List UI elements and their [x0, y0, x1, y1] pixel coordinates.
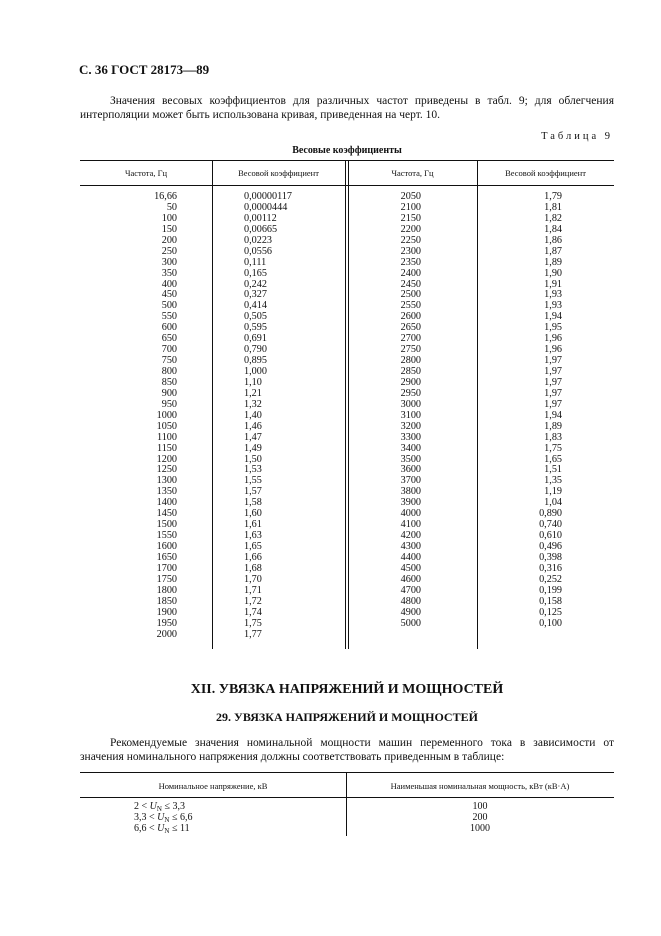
coefficient-cell: 1,71 — [244, 584, 262, 596]
coefficient-cell: 0,125 — [539, 606, 562, 618]
coefficient-cell: 0,165 — [244, 267, 267, 279]
double-column-divider — [345, 160, 349, 649]
frequency-cell: 4900 — [400, 606, 421, 618]
frequency-cell: 700 — [161, 344, 177, 356]
frequency-cell: 1850 — [156, 595, 177, 607]
frequency-cell: 4600 — [400, 573, 421, 585]
coefficient-cell: 1,55 — [244, 475, 262, 487]
header-coefficient-right: Весовой коэффициент — [505, 168, 586, 178]
coefficient-cell: 1,87 — [544, 245, 562, 257]
frequency-cell: 600 — [161, 322, 177, 334]
range-low: 3,3 — [134, 812, 147, 823]
coefficient-cell: 1,94 — [544, 409, 562, 421]
frequency-cell: 16,66 — [154, 191, 177, 202]
coefficient-cell: 0,0556 — [244, 245, 273, 257]
operator: < — [146, 812, 158, 823]
coefficient-cell: 1,90 — [544, 267, 562, 279]
table2-header-rule — [80, 797, 614, 798]
frequency-cell: 2400 — [400, 267, 421, 279]
coefficient-cell: 0,790 — [244, 344, 267, 356]
range-high: 6,6 — [179, 812, 193, 823]
coefficient-cell: 0,242 — [244, 278, 267, 290]
range-high: 3,3 — [172, 801, 185, 812]
coefficient-cell: 0,0223 — [244, 234, 273, 246]
frequency-cell: 2100 — [400, 201, 421, 213]
coefficient-cell: 1,000 — [244, 366, 267, 377]
frequency-cell: 4200 — [400, 530, 421, 542]
coefficient-cell: 1,58 — [244, 497, 262, 509]
frequency-cell: 1600 — [156, 541, 177, 552]
frequency-cell: 2650 — [400, 322, 421, 334]
frequency-cell: 200 — [161, 234, 177, 246]
frequency-cell: 2250 — [400, 234, 421, 246]
coefficient-cell: 1,89 — [544, 256, 562, 268]
coefficient-cell: 0,111 — [244, 256, 267, 268]
frequency-cell: 5000 — [400, 617, 421, 629]
coefficient-cell: 1,74 — [244, 606, 262, 618]
coefficient-cell: 1,65 — [544, 453, 562, 465]
operator: < — [146, 823, 158, 834]
frequency-cell: 1800 — [156, 584, 177, 596]
coefficient-cell: 1,93 — [544, 289, 562, 301]
coefficient-cell: 0,0000444 — [244, 201, 288, 213]
coefficient-cell: 0,895 — [244, 355, 267, 367]
coefficient-cell: 1,63 — [244, 530, 262, 542]
frequency-cell: 1000 — [156, 409, 177, 421]
frequency-cell: 3300 — [400, 431, 421, 443]
frequency-cell: 250 — [161, 245, 177, 257]
range-low: 6,6 — [134, 823, 147, 834]
coefficient-cell: 1,79 — [544, 191, 562, 202]
table-number-label: Таблица 9 — [541, 131, 613, 142]
coefficient-cell: 1,93 — [544, 300, 562, 312]
voltage-subscript: N — [164, 827, 170, 835]
frequency-cell: 3400 — [400, 442, 421, 454]
coefficient-cell: 0,199 — [539, 584, 562, 596]
voltage-symbol: U — [157, 812, 165, 823]
frequency-cell: 1650 — [156, 551, 177, 563]
power-cell: 100 — [472, 801, 488, 812]
coefficient-cell: 1,35 — [544, 475, 562, 487]
voltage-subscript: N — [164, 816, 170, 824]
frequency-cell: 1500 — [156, 519, 177, 531]
frequency-cell: 3800 — [400, 486, 421, 498]
coefficient-cell: 0,890 — [539, 508, 562, 520]
operator: ≤ — [161, 801, 173, 812]
frequency-cell: 1750 — [156, 573, 177, 585]
coefficient-cell: 1,84 — [544, 223, 562, 235]
coefficient-cell: 1,83 — [544, 431, 562, 443]
coefficient-cell: 1,65 — [244, 541, 262, 552]
range-high: 11 — [179, 823, 190, 834]
intro-paragraph: Значения весовых коэффициентов для различных частот приведены в табл. 9; для облегчения интерполяции может быть использована кривая, приведенная на черт. 10. — [80, 95, 614, 121]
coefficient-cell: 0,740 — [539, 519, 562, 531]
voltage-subscript: N — [156, 805, 162, 813]
coefficient-cell: 1,66 — [244, 551, 262, 563]
frequency-cell: 800 — [161, 366, 177, 377]
frequency-cell: 3900 — [400, 497, 421, 509]
coefficient-cell: 1,47 — [244, 431, 262, 443]
frequency-cell: 2850 — [400, 366, 421, 377]
coefficient-cell: 1,70 — [244, 573, 262, 585]
coefficient-cell: 0,327 — [244, 289, 267, 301]
coefficient-cell: 0,00112 — [244, 212, 277, 224]
coefficient-cell: 1,75 — [544, 442, 562, 454]
frequency-cell: 100 — [161, 212, 177, 224]
coefficient-cell: 0,595 — [244, 322, 267, 334]
coefficient-cell: 0,691 — [244, 333, 267, 345]
coefficient-cell: 0,00665 — [244, 223, 278, 235]
coefficient-cell: 1,57 — [244, 486, 262, 498]
coefficient-cell: 0,158 — [539, 595, 562, 607]
coefficient-cell: 0,252 — [539, 573, 562, 585]
coefficient-cell: 1,89 — [544, 420, 562, 432]
power-cell: 1000 — [470, 823, 490, 834]
operator: ≤ — [169, 823, 180, 834]
column-divider — [477, 160, 478, 649]
frequency-cell: 3500 — [400, 453, 421, 465]
coefficient-cell: 0,610 — [539, 530, 562, 542]
frequency-cell: 1700 — [156, 562, 177, 574]
coefficient-cell: 1,46 — [244, 420, 262, 432]
right-frequency-column — [365, 192, 421, 630]
coefficient-cell: 0,00000117 — [244, 191, 293, 202]
coefficient-cell: 1,60 — [244, 508, 262, 520]
frequency-cell: 150 — [161, 223, 177, 235]
frequency-cell: 50 — [166, 201, 177, 213]
frequency-cell: 1350 — [156, 486, 177, 498]
frequency-cell: 4500 — [400, 562, 421, 574]
frequency-cell: 1950 — [156, 617, 177, 629]
frequency-cell: 2300 — [400, 245, 421, 257]
section-heading: XII. УВЯЗКА НАПРЯЖЕНИЙ И МОЩНОСТЕЙ — [190, 682, 504, 697]
coefficient-cell: 1,81 — [544, 201, 562, 213]
table-caption: Весовые коэффициенты — [292, 145, 402, 156]
coefficient-cell: 1,53 — [244, 464, 262, 476]
frequency-cell: 1150 — [157, 442, 177, 454]
operator: ≤ — [169, 812, 180, 823]
voltage-symbol: U — [149, 801, 157, 812]
column-divider — [212, 160, 213, 649]
coefficient-cell: 1,10 — [244, 376, 262, 388]
coefficient-cell: 1,75 — [244, 617, 262, 629]
coefficient-cell: 1,61 — [244, 519, 262, 531]
frequency-cell: 2550 — [400, 300, 421, 312]
frequency-cell: 4000 — [400, 508, 421, 520]
coefficient-cell: 1,32 — [244, 398, 262, 410]
coefficient-cell: 0,496 — [539, 541, 562, 552]
frequency-cell: 1300 — [156, 475, 177, 487]
left-frequency-column — [135, 192, 177, 640]
header-minimum-power: Наименьшая номинальная мощность, кВт (кВ·А) — [390, 781, 570, 791]
coefficient-cell: 1,68 — [244, 562, 262, 574]
frequency-cell: 3000 — [400, 398, 421, 410]
coefficient-cell: 1,95 — [544, 322, 562, 334]
coefficient-cell: 1,97 — [544, 355, 562, 367]
coefficient-cell: 1,72 — [244, 595, 262, 607]
coefficient-cell: 0,414 — [244, 300, 267, 312]
frequency-cell: 1100 — [157, 431, 177, 443]
frequency-cell: 4700 — [400, 584, 421, 596]
frequency-cell: 350 — [161, 267, 177, 279]
frequency-cell: 4300 — [400, 541, 421, 552]
frequency-cell: 3700 — [400, 475, 421, 487]
frequency-cell: 1050 — [156, 420, 177, 432]
frequency-cell: 450 — [161, 289, 177, 301]
subsection-heading: 29. УВЯЗКА НАПРЯЖЕНИЙ И МОЩНОСТЕЙ — [216, 710, 478, 724]
frequency-cell: 2050 — [400, 191, 421, 202]
coefficient-cell: 1,97 — [544, 387, 562, 399]
frequency-cell: 1450 — [156, 508, 177, 520]
coefficient-cell: 0,316 — [539, 562, 562, 574]
coefficient-cell: 1,40 — [244, 409, 262, 421]
coefficient-cell: 1,49 — [244, 442, 262, 454]
table2-top-rule — [80, 772, 614, 773]
header-nominal-voltage: Номинальное напряжение, кВ — [158, 781, 268, 791]
page-header: С. 36 ГОСТ 28173—89 — [79, 62, 210, 77]
frequency-cell: 2350 — [400, 256, 421, 268]
coefficient-cell: 1,94 — [544, 311, 562, 323]
frequency-cell: 750 — [161, 355, 177, 367]
coefficient-cell: 1,19 — [544, 486, 562, 498]
coefficient-cell: 1,50 — [244, 453, 262, 465]
frequency-cell: 1550 — [156, 530, 177, 542]
frequency-cell: 650 — [161, 333, 177, 345]
frequency-cell: 950 — [161, 398, 177, 410]
frequency-cell: 2750 — [400, 344, 421, 356]
header-coefficient-left: Весовой коэффициент — [238, 168, 319, 178]
frequency-cell: 2500 — [400, 289, 421, 301]
coefficient-cell: 1,96 — [544, 344, 562, 356]
coefficient-cell: 1,97 — [544, 398, 562, 410]
left-coefficient-column — [244, 192, 292, 640]
coefficient-cell: 1,97 — [544, 366, 562, 377]
frequency-cell: 1200 — [156, 453, 177, 465]
coefficient-cell: 0,100 — [539, 617, 562, 629]
frequency-cell: 3100 — [400, 409, 421, 421]
coefficient-cell: 1,04 — [544, 497, 562, 509]
frequency-cell: 4800 — [400, 595, 421, 607]
coefficient-cell: 1,86 — [544, 234, 562, 246]
coefficient-cell: 0,398 — [539, 551, 562, 563]
power-cell: 200 — [472, 812, 488, 823]
coefficient-cell: 1,51 — [544, 464, 562, 476]
frequency-cell: 550 — [161, 311, 177, 323]
frequency-cell: 850 — [161, 376, 177, 388]
coefficient-cell: 0,505 — [244, 311, 267, 323]
frequency-cell: 2600 — [400, 311, 421, 323]
operator: < — [139, 801, 150, 812]
coefficient-cell: 1,97 — [544, 376, 562, 388]
frequency-cell: 500 — [161, 300, 177, 312]
frequency-cell: 2000 — [156, 628, 177, 640]
frequency-cell: 2950 — [400, 387, 421, 399]
right-coefficient-column — [500, 192, 562, 630]
header-frequency-left: Частота, Гц — [124, 168, 168, 178]
coefficient-cell: 1,91 — [544, 278, 562, 290]
coefficient-cell: 1,82 — [544, 212, 562, 224]
header-frequency-right: Частота, Гц — [391, 168, 434, 178]
frequency-cell: 3600 — [400, 464, 421, 476]
frequency-cell: 2900 — [400, 376, 421, 388]
coefficient-cell: 1,96 — [544, 333, 562, 345]
frequency-cell: 2700 — [400, 333, 421, 345]
frequency-cell: 2150 — [400, 212, 421, 224]
frequency-cell: 2800 — [400, 355, 421, 367]
frequency-cell: 1900 — [156, 606, 177, 618]
frequency-cell: 4100 — [400, 519, 421, 531]
frequency-cell: 900 — [161, 387, 177, 399]
frequency-cell: 300 — [161, 256, 177, 268]
voltage-symbol: U — [157, 823, 165, 834]
frequency-cell: 3200 — [400, 420, 421, 432]
frequency-cell: 400 — [161, 278, 177, 290]
frequency-cell: 4400 — [400, 551, 421, 563]
voltage-range-cell — [134, 823, 190, 835]
range-low: 2 — [134, 801, 139, 812]
frequency-cell: 2200 — [400, 223, 421, 235]
recommendation-paragraph: Рекомендуемые значения номинальной мощности машин переменного тока в зависимости от значения номинального напряжения должны соответствовать приведенным в таблице: — [80, 737, 614, 763]
frequency-cell: 1250 — [156, 464, 177, 476]
frequency-cell: 2450 — [400, 278, 421, 290]
coefficient-cell: 1,21 — [244, 387, 262, 399]
coefficient-cell: 1,77 — [244, 628, 262, 640]
frequency-cell: 1400 — [156, 497, 177, 509]
